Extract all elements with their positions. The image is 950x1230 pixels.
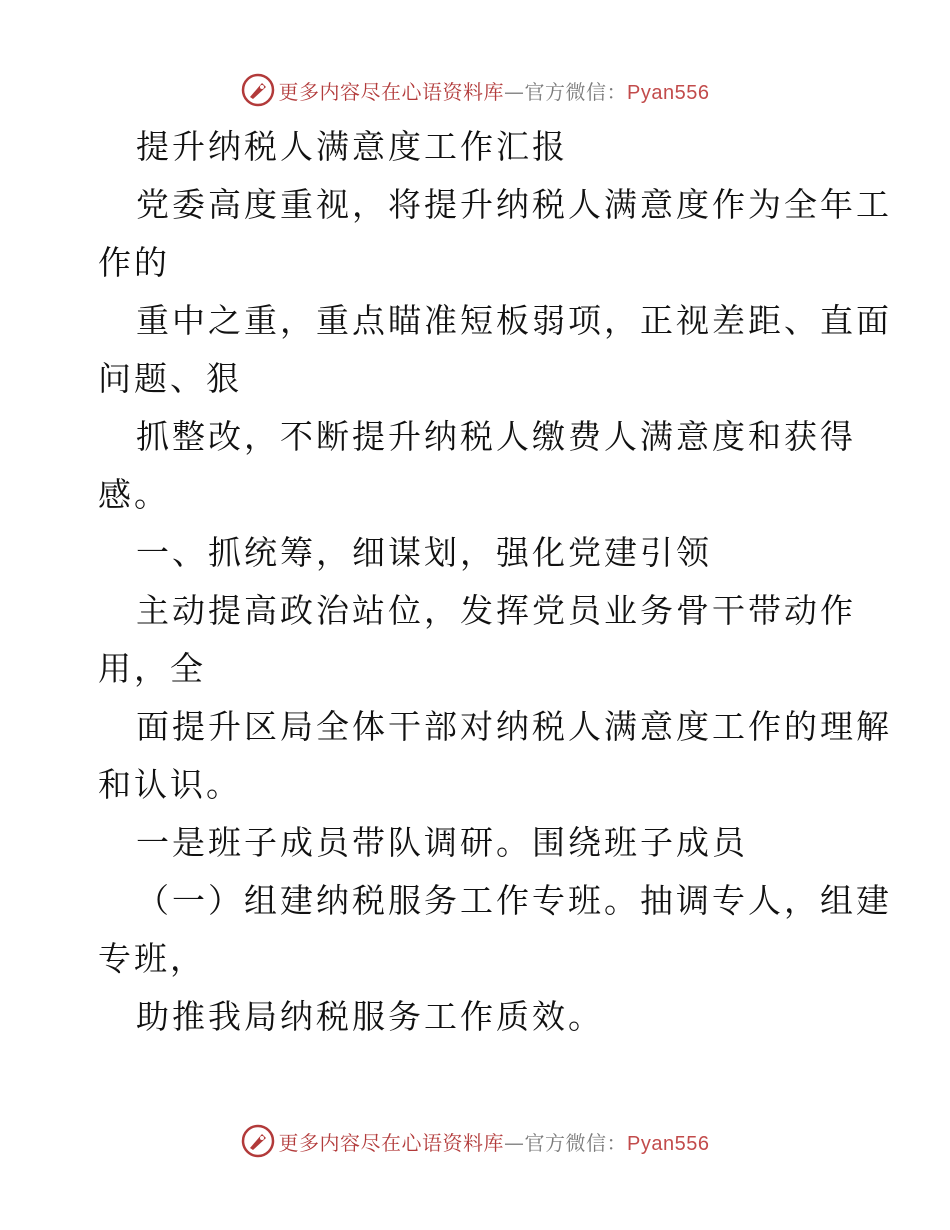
banner-wechat-id: Pyan556 bbox=[627, 81, 710, 104]
banner-text bbox=[279, 76, 710, 105]
paragraph-line: 助推我局纳税服务工作质效。 bbox=[136, 997, 604, 1036]
paragraph-line: 党委高度重视，将提升纳税人满意度作为全年工 bbox=[136, 185, 892, 224]
banner-wechat-id: Pyan556 bbox=[627, 1132, 710, 1155]
banner-wechat-label: 官方微信： bbox=[524, 1130, 628, 1155]
banner-dash: — bbox=[504, 1130, 525, 1155]
document-body bbox=[98, 118, 892, 1046]
footer-banner bbox=[0, 1121, 950, 1161]
pen-nib-logo-icon bbox=[241, 73, 275, 107]
subsection-heading: （一）组建纳税服务工作专班。抽调专人，组建 bbox=[136, 881, 892, 920]
paragraph-line: 专班， bbox=[98, 939, 206, 978]
paragraph-line: 抓整改，不断提升纳税人缴费人满意度和获得 bbox=[136, 417, 856, 456]
paragraph-line: 和认识。 bbox=[98, 765, 242, 804]
paragraph-line: 主动提高政治站位，发挥党员业务骨干带动作 bbox=[136, 591, 856, 630]
header-banner bbox=[0, 70, 950, 110]
document-title: 提升纳税人满意度工作汇报 bbox=[136, 127, 568, 166]
paragraph-line: 一是班子成员带队调研。围绕班子成员 bbox=[136, 823, 748, 862]
pen-nib-logo-icon bbox=[241, 1124, 275, 1158]
paragraph-line: 重中之重，重点瞄准短板弱项，正视差距、直面 bbox=[136, 301, 892, 340]
section-heading: 一、抓统筹，细谋划，强化党建引领 bbox=[136, 533, 712, 572]
paragraph-line: 作的 bbox=[98, 243, 170, 282]
banner-dash: — bbox=[504, 79, 525, 104]
banner-slogan: 更多内容尽在心语资料库 bbox=[278, 79, 505, 104]
paragraph-line: 面提升区局全体干部对纳税人满意度工作的理解 bbox=[136, 707, 892, 746]
paragraph-line: 用，全 bbox=[98, 649, 206, 688]
banner-wechat-label: 官方微信： bbox=[524, 79, 628, 104]
banner-slogan: 更多内容尽在心语资料库 bbox=[278, 1130, 505, 1155]
banner-text bbox=[279, 1127, 710, 1156]
paragraph-line: 问题、狠 bbox=[98, 359, 242, 398]
paragraph-line: 感。 bbox=[98, 475, 170, 514]
